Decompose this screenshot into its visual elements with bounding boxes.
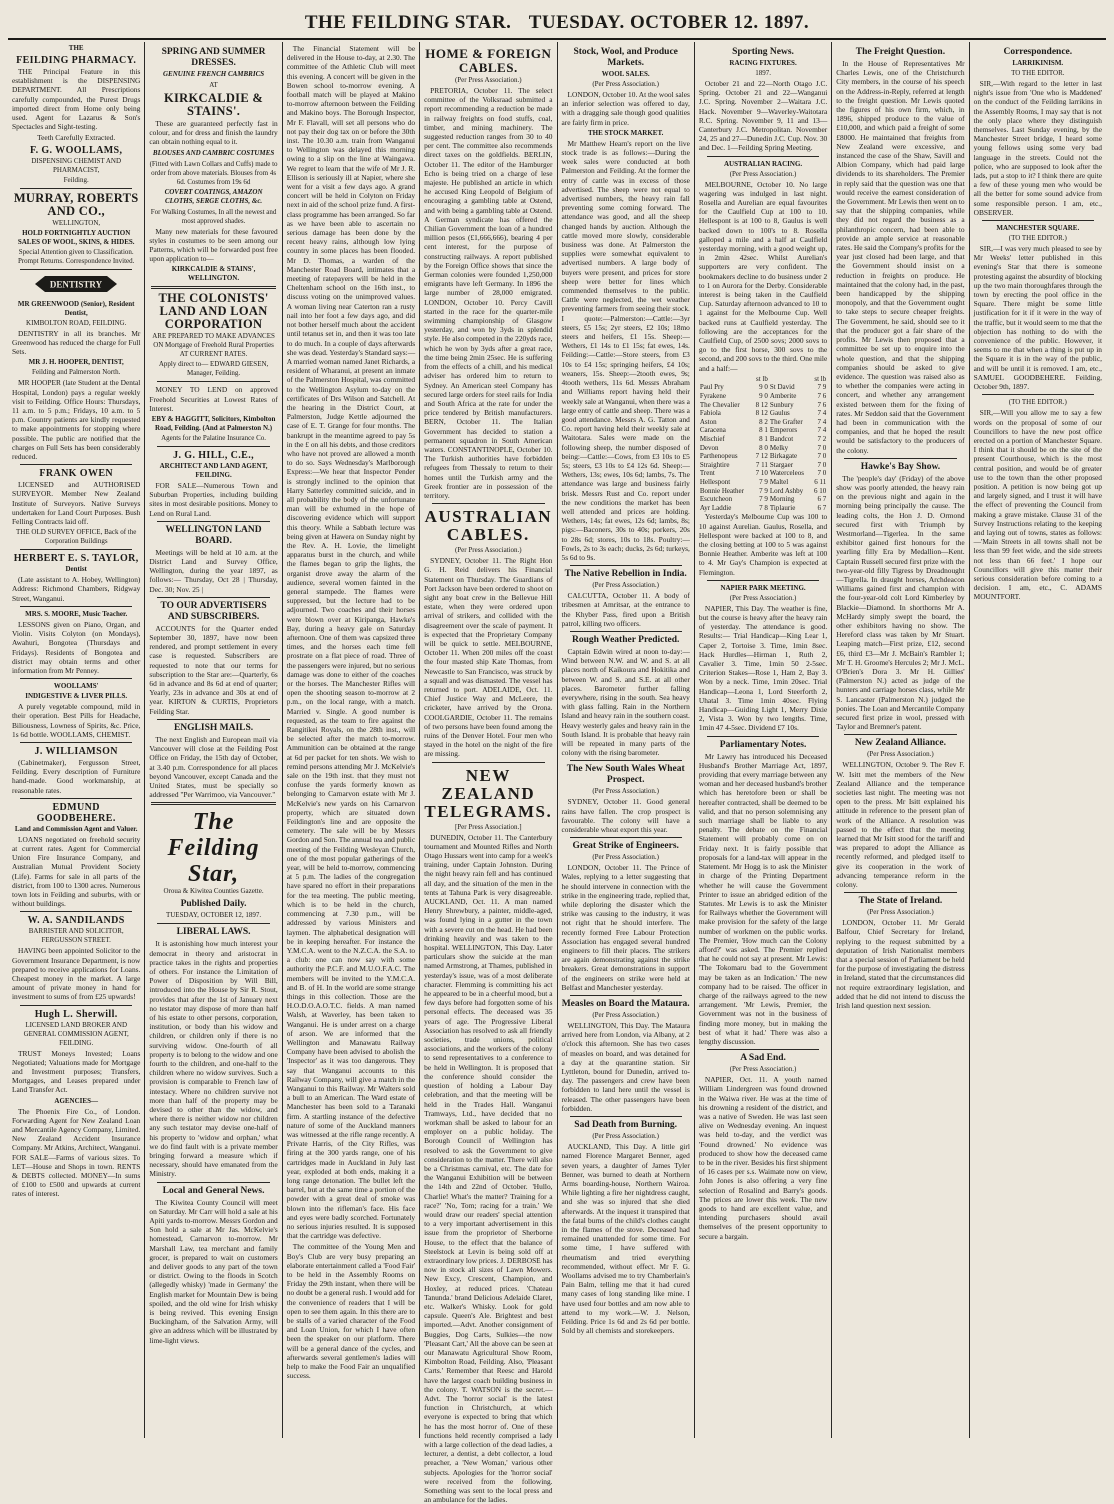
owen-name: FRANK OWEN	[39, 468, 114, 480]
larrikinism-to: TO THE EDITOR.	[1011, 69, 1065, 77]
fixtures-heading: RACING FIXTURES.	[729, 59, 797, 67]
colonists-apply: Apply direct to— EDWARD GIESEN, Manager, Feilding.	[158, 360, 269, 378]
woollams-town: Feilding.	[63, 175, 89, 184]
table-cell: 7 9	[759, 495, 768, 504]
native-rebellion-text: CALCUTTA, October 11. A body of tribesmen at Amritsar, at the entrance to the Khyber Pass, fired upon a British patrol, killing two officers.	[561, 591, 690, 628]
table-cell: Straightire	[699, 460, 730, 469]
column-2	[145, 42, 282, 1438]
local-title: Local and General News.	[162, 1185, 265, 1196]
pharmacy-text: THE Principal Feature in this establishment is the DISPENSING DEPARTMENT. All Prescriptions carefully compounded, the Purest Drugs imported direct from Home only being used. Agent for Lazarus & Son's Spectacles and Sight-testing.	[12, 67, 141, 132]
table-cell: 7 0	[817, 452, 827, 461]
table-row	[699, 435, 827, 444]
measles-title: Measles on Board the Mataura.	[561, 999, 690, 1010]
stock-wool-title: Stock, Wool, and Produce Markets.	[573, 47, 678, 68]
nz-telegrams-text: DUNEDIN, October 11. The Canterbury tournament and Mounted Rifles and North Otago Hussars went into camp for a week's training, under Captain Johnston. During the night heavy rain fell and has continued all day, and the situation of the men in the tents at Tahuna Park is very disagreeable. AUCKLAND, Oct. 11. A man named Henry Shrewbury, a painter, middle-aged, was found lying in a gutter in the town with a severe cut on the head. He had been drinking heavily and was taken to the hospital. WELLINGTON, This Day. Later particulars show the suicide at the man named Armstrong, at Thames, published in yesterday's issue, was of a most deliberate character. Flemming is committing his act he appeared to be in a cheerful mood, but a few days before had forgotten some of his personal effects. The deceased was 35 years of age. The Progressive Liberal Association has resolved to ask all friendly societies, trade unions, political associations, and the workers of the colony to send representatives to a conference to be held in Wellington. It is proposed that the conference should consider the question of holding a Labour Day celebration, and that the meeting will be held in the Trades Hall. Wanganui Tramways, Ltd., have decided that no workman shall be asked to labour for an employer on a public holiday. The Borough Council of Wellington has resolved to ask the Government to give consideration to the matter. There will also be a Christmas carnival, etc. The date for the Wanganui Exhibition will be between the 14th and 22nd of October. 'Hullo, Charlie! What's the matter? Training for a race?' 'No, Tom; racing for a train.' We would draw our readers' special attention to a very important advertisement in this issue from the proprietor of Sherborne House, to the effect that the balance of Steelstock at Levin is being sold off at extraordinary low prices. J. DERBOSE has now in stock all sizes of Lawn Mowers. New Excy, Crescent, Champion, and Hoxley, at reduced prices. 'Chateau Tanunda.' brand Delicious Adelaide Claret, etc. Walker's Whisky. Look for gold capsule. Queen's Ale. Brightest and best imported.—Advt. Another consignment of Buggies, Dog Carts, Sulkies—the now 'Pleasant Cart,' All the above can be seen at our Manawatu Agricultural Show Room, Kimbolton Road, Feilding. Also, 'Pleasant Carts.' Remember that Reesc and Harold have the largest coach building business in the colony. T. WATSON is the secret.—Advt. The 'horror social' is the latest function in Christchurch, at which everyone is expected to bring that which he has the most horror of. One of these functions held recently comprised a lady with a large collection of the dead ladies, a lecturer, a dentist, a debt collector, a loud preacher, a 'New Woman,' various other subjects. Apologies for the 'horror social' were received from the following. Something was sent to the local press and an ambulance for the ladies.	[424, 832, 553, 1504]
caulfield-cup-table	[699, 375, 827, 513]
mails-text: The next English and European mail via Vancouver will close at the Feilding Post Office on Friday, the 15th day of October, at 3.40 p.m. Correspondence for all places beyond Vancouver, except Canada and the United States, must be specially so addressed "Per Warrimoo, via Vancouver."	[149, 734, 278, 800]
cambrics-line: GENUINE FRENCH CAMBRICS	[162, 70, 265, 78]
hooper-name: MR J. H. HOOPER, DENTIST,	[28, 358, 124, 367]
sad-end-title: A Sad End.	[740, 1053, 786, 1064]
taylor-role: Dentist	[65, 565, 87, 574]
table-cell: 7 4	[817, 409, 827, 418]
table-row	[699, 409, 827, 418]
home-foreign-text: PRETORIA, October 11. The select committee of the Volksraad submitted a report recommending a reduction be made in railway freights on food stuffs, coal, timber, and mining machinery. The suggested reduction ranges from 30 to 40 per cent. The committee also recommends direct taxes on the goldfields. BERLIN, October 11. The editor of the Hamburger Echo is being tried on a charge of lese majeste. He published an article in which he accused King Leopold of Belgium of encouraging a gambling table at Ostend, and with being a gambling table at Ostend. A German syndicate has offered the Chilian Government the loan of a hundred million pesos (£1,666,666), bearing 4 per cent interest, for the purpose of constructing railways. A report published by the Foreign Office shows that since the German colonies were founded 1,250,000 emigrants have left Germany. In 1896 the large number of 28,000 emigrated. LONDON, October 10. Percy Cavill started in the race for the quarter-mile swimming championship of Glasgow yesterday, and won by 3yds in splendid style. He also competed in the 220yds race, which he won by 3yds after a great race, the time being 2min 25sec. He is suffering from the effects of a chill, and his medical adviser has ordered him to return to Sydney. An American steel Company has secured large orders for steel rails for India and South Africa at the rate for under the price tendered by British manufacturers. BERN, October 11. The Italian Government has decided to station a permanent squadron in South American waters. CONSTANTINOPLE, October 10. The Turkish authorities have forbidden refugees from Thessaly to return to their homes until the Turkish army and the Greek frontier are in possession of the territory.	[424, 86, 553, 500]
column-6	[695, 42, 832, 1438]
table-row	[699, 461, 827, 470]
table-cell: Sunbury	[769, 400, 794, 409]
dentistry-emblem	[12, 273, 140, 297]
column-1	[8, 42, 145, 1438]
table-header-cell	[699, 375, 753, 384]
table-cell: Caracena	[699, 426, 726, 435]
williamson-name: J. WILLIAMSON	[34, 745, 118, 757]
freight-title: The Freight Question.	[855, 47, 946, 57]
table-cell: Melky	[769, 443, 789, 452]
sherwill-text: TRUST Moneys Invested; Loans Negotiated; Valuations made for Mortgage and Investment purposes; Transfers, Mortgages, and Leases prepared under Land Transfer Act.	[12, 1048, 141, 1095]
home-foreign-title: HOME & FOREIGN CABLES.	[425, 46, 552, 75]
rough-weather-title: Rough Weather Predicted.	[571, 634, 680, 645]
engineers-strike-text: LONDON, October 11. The Prince of Wales, replying to a letter suggesting that he should intervene in connection with the strike in the engineering trade, replied that, while deploring the disaster which the strike was causing to the industry, it was not right that he should interfere. The recently formed Free Labour Protection Association has engaged several hundred engineers to fill their places. The strikers are again demonstrating against the strike breakers. Great demonstrations in support of the engineers on strike were held at Belfast and Manchester yesterday.	[561, 863, 690, 992]
nz-alliance-title: New Zealand Alliance.	[854, 738, 946, 749]
freight-text: In the House of Representatives Mr Charles Lewis, one of the Christchurch City members, in the course of his speech on the Address-in-Reply, referred at length to the freight question. Mr Lewis quoted the figures of his own firm, which, in 1896, shipped produce to the value of £10,000, and which paid a freight of some £8000. He maintained that freights from New Zealand were excessive, and instanced the case of the Shaw, Savill and Albion Company, which had paid large dividends to its shareholders. The Premier in reply said that the question was one that would receive the earnest consideration of the Government. Mr Lewis then went on to say that the shipping companies, while they did not regard the business as a philanthropic concern, had been able to provide an ample service at reasonable rates. He said the Company's profits for the year just closed had been large, and that the Government should insist on a reduction in freights on produce. He maintained that the colony had, in the past, been handicapped by the shipping monopoly, and that the Government ought to take steps to secure cheaper freights. The Government, he said, should see to it that the producer got a fair share of the profits. Mr Lewis then proposed that a committee be set up to enquire into the whole question, and that the shipping companies should be asked to give evidence. The question was raised also as to whether the companies were acting in concert, and whether any arrangement existed between them for the fixing of rates. Mr Seddon said that the Government had been in communication with the companies, and that he hoped the result would be satisfactory to the producers of the colony.	[836, 59, 965, 455]
owen-text: LICENSED and AUTHORISED SURVEYOR. Member New Zealand Institute of Surveyors. Native Surveys undertaken for Land Court Purposes. Bush Felling Contracts laid off.	[12, 480, 141, 527]
spring-title: SPRING AND SUMMER DRESSES.	[161, 47, 266, 68]
taylor-name: HERBERT E. S. TAYLOR,	[13, 553, 139, 565]
local-text: The Kiwitea County Council will meet on Saturday. Mr Carr will hold a sale at his Apiti yards to-morrow. Messrs Gordon and Son hold a sale at Mr Jas. McKelvie's homestead, Carnarvon to-morrow. Mr Marshall Law, tea merchant and family grocer, is prepared to wait on customers and deliver goods to any part of the town or district. Owing to the floods in Scotch (allegedly whisky) 'made in Germany' the English market for Mountain Dew is being spoiled, and the old wine for Irish whisky is being revived. This evening Ensign Buckingham, of the Salvation Army, will give an address which will be illustrated by lime-light views.	[149, 1197, 278, 1345]
table-cell: 8 12	[755, 400, 768, 409]
table-row	[699, 504, 827, 513]
column-7	[832, 42, 969, 1438]
table-cell: 7 0	[817, 469, 827, 478]
column-5	[558, 42, 695, 1438]
goodbehere-text: LOANS negotiated on freehold security at current rates. Agent for Commercial Union Fire Insurance Company, and Australian Mutual Provident Society (Life). Farms for sale in all parts of the district, from 100 to 1300 acres. Numerous town lots in Feilding and suburbs, with or without buildings.	[12, 834, 141, 909]
murray-city: WELLINGTON,	[52, 218, 101, 227]
table-cell: 8 0	[759, 443, 768, 452]
published-daily: Published Daily.	[180, 899, 247, 910]
sad-death-sub: (Per Press Association.)	[592, 1132, 660, 1141]
table-row	[699, 469, 827, 478]
table-cell: Bandcot	[769, 435, 794, 444]
teeth-extracted: Teeth Carefully Extracted.	[37, 133, 116, 143]
subscribers-title: TO OUR ADVERTISERS AND SUBSCRIBERS.	[160, 600, 267, 622]
table-cell: Lord Ashby	[769, 486, 804, 495]
kirkcaldie-sign: KIRKCALDIE & STAINS', WELLINGTON.	[171, 265, 256, 283]
table-cell: 8 1	[759, 426, 768, 435]
table-row	[699, 401, 827, 410]
murray-name: MURRAY, ROBERTS AND CO.,	[13, 190, 139, 218]
moore-name: MRS. S. MOORE, Music Teacher.	[25, 609, 128, 618]
liberal-text: It is astonishing how much interest your democrat in theory and aristocrat in practice takes in the rights and properties of others. For instance the Limitation of Power of Disposition by Will Bill, introduced into the House by Sir R. Stout, provides that after the 1st of January next no testator may dispose of more than half of his estate to other persons, corporation, institution, or body than his widow and children, or children only if there is no surviving widow. One-fourth of all property is to belong to the widow and one fourth to the children, and one-half to the children where no widow survives. Such a provision is comparable to French law of intestacy. Where no children survive not more than half of the property may be devised to other than the widow, and where there is neither widow nor children any such testator may devise one-half of his property to 'widow and orphan,' what we do find fault with is a private member bringing forward a measure which if necessary, should have emanated from the Ministry.	[149, 939, 278, 1179]
parliamentary-title: Parliamentary Notes.	[719, 739, 807, 750]
table-header-cell: st lb	[814, 374, 827, 383]
hill-role: ARCHITECT AND LAND AGENT, FEILDING.	[159, 462, 268, 480]
table-row	[699, 383, 827, 392]
table-cell: The Grafter	[769, 417, 803, 426]
wool-sales-heading: WOOL SALES.	[601, 70, 650, 78]
native-rebellion-sub: (Per Press Association.)	[592, 581, 660, 590]
blouses-heading: BLOUSES AND CAMBRIC COSTUMES	[152, 148, 275, 157]
woollams-name: F. G. WOOLLAMS,	[29, 144, 123, 156]
sandilands-text: HAVING been appointed Solicitor to the Government Insurance Department, is now prepared to receive applications for Loans. Cheapest money in the market. A large amount of private money in hand for investment to sums of from £25 upwards!	[12, 946, 141, 1002]
logo-sub: Oroua & Kiwitea Counties Gazette.	[163, 887, 264, 896]
australian-racing-title: AUSTRALIAN RACING.	[723, 159, 803, 168]
forsale-text: FOR SALE—Numerous Town and Suburban Properties, including building sites in most desirable positions. Money to Lend on Rural Land.	[149, 481, 278, 518]
table-row	[699, 487, 827, 496]
column-3	[283, 42, 420, 1438]
ireland-title: The State of Ireland.	[858, 896, 943, 907]
table-cell: 6 10	[814, 486, 827, 495]
measles-sub: (Per Press Association.)	[592, 1011, 660, 1020]
table-header-row	[699, 375, 827, 384]
nz-telegrams-title: NEW ZEALAND TELEGRAMS.	[424, 765, 553, 821]
colonists-title: THE COLONISTS' LAND AND LOAN CORPORATION	[158, 291, 269, 332]
column-8	[970, 42, 1106, 1438]
manchester-text: SIR,—I was very much pleased to see by Mr Weeks' letter published in this evening's Star that there is someone protesting against the absurdity of blocking up the two main thoroughfares through the town by erecting the pool office in the Square. There might be some little justification for it if it were in the way of the traffic, but it would seem to me that the objection has nothing to do with the convenience of the public. However, it seems to me that when a thing is put up in the Square it is in the way of the public, and will be until it is removed. I am, etc., SAMUEL GOODBEHERE. Feilding, October 9th, 1897.	[973, 244, 1102, 392]
food-fair-text: The committee of the Young Men and Boy's Club are very busy preparing an elaborate entertainment called a 'Food Fair' to be held in the Assembly Rooms on Friday the 29th instant, when there will be no doubt be a general rush. I would add for the convenience of readers that I will be open to see them again. In this there are to be stalls of a varied character of the Food and Loan Union, for which I have often been the speaker on our platform. There will be a general dance of the cycles, and afterwards several gentlemen's ladies will help to make the Food Fair an unqualified success.	[286, 1242, 416, 1381]
napier-park-text: NAPIER, This Day. The weather is fine, but the course is heavy after the heavy rain of yesterday. The attendance is good. Results:— Trial Handicap—King Lear 1, Caper 2, Tortoise 3. Time, 1min 8sec. Hack Hurdles—Hirman 1, Ruth 2, Cavalier 3. Time, 1min 50 2-5sec. Criterion Stakes—Rose 1, Ham 2, Bay 3. Won by a neck. Time, 1min 20sec. Trial Handicap—Leona 1, Lord Steerforth 2, Uhatal 3. Time 1min 40sec. Flying Handicap—Guiding Light 1, Merry Dixie 2, Vista 3. Won by two lengths. Time, 1min 47 4-5sec. Dividend £7 10s.	[698, 603, 828, 733]
agencies-text: The Phoenix Fire Co., of London. Forwarding Agent for New Zealand Loan and Mercantile Agency Company, Limited. New Zealand Accident Insurance Company. Mr Atkins, Architect, Wanganui. FOR SALE—Farms of various sizes. To LET—House and Shops in town. RENTS & DEBTS collected. MONEY—In sums of £100 to £500 and upwards at current rates of interest.	[12, 1106, 141, 1199]
table-cell: 7 4	[817, 417, 827, 426]
table-cell: Emperors	[769, 426, 798, 435]
table-cell: 6 11	[814, 478, 827, 487]
table-cell: Stargaer	[769, 460, 794, 469]
liberal-title: LIBERAL LAWS.	[176, 927, 251, 938]
issue-date: TUESDAY, OCTOBER 12, 1897.	[165, 911, 262, 920]
sad-death-text: AUCKLAND, This Day. A little girl named Florence Margaret Benner, aged seven years, a daughter of James Tyler Benner, was burned to death at Northern Arms boarding-house, Northern Wairoa. While lighting a fire her nightdress caught, and she was so injured that she died afterwards. At the inquest it transpired that the fatal burns of the child's clothes caught in the flames of the stove. Deceased had remained unattended for some time. For some time, I have suffered with rheumatism and tried everything recommended, without effect. Mr F. G. Woollams advised me to try Chamberlain's Pain Balm, telling me that it had cured many cases of long standing like mine. I have used four bottles and am now able to attend to my work.—W. J. Nelson, Feilding. Price 1s 6d and 2s 6d per bottle. Sold by all chemists and storekeepers.	[561, 1142, 690, 1336]
manchester-to: (TO THE EDITOR.)	[1008, 234, 1067, 243]
table-cell: 7 9	[817, 383, 827, 392]
nz-alliance-sub: (Per Press Association.)	[867, 750, 934, 759]
sporting-title: Sporting News.	[732, 47, 794, 57]
table-header-cell: st lb	[756, 374, 768, 383]
feilding-star-logo: The Feilding Star,	[167, 809, 260, 888]
nz-telegrams-sub: [Per Press Association.]	[454, 822, 522, 831]
pills-brand: WOOLLAMS'	[53, 682, 99, 691]
sherwill-name: Hugh L. Sherwill.	[34, 1008, 118, 1020]
table-cell: 7 9	[759, 486, 768, 495]
table-row	[699, 444, 827, 453]
goodbehere-name: EDMUND GOODBEHERE.	[36, 801, 116, 824]
table-cell: 7 11	[755, 460, 768, 469]
table-row	[699, 426, 827, 435]
table-cell: 7 10	[755, 469, 768, 478]
owen-addr: THE OLD SURVEY OFFICE, Back of the Corporation Buildings	[16, 528, 137, 546]
table-cell: 7 6	[817, 400, 827, 409]
nsw-wheat-sub: (Per Press Association.)	[592, 787, 660, 796]
sandilands-role: BARRISTER AND SOLICITOR, FERGUSSON STREET.	[28, 927, 124, 945]
table-row	[699, 392, 827, 401]
table-cell: 7 6	[817, 392, 827, 401]
table-cell: 7 12	[755, 452, 768, 461]
pills-text: A purely vegetable compound, mild in their operation. Best Pills for Headache, Biliousness, Lowness of Spirits, &c. Price, 1s 6d bottle. WOOLLAMS, CHEMIST.	[12, 702, 141, 739]
sad-end-sub: (Per Press Association.)	[729, 1065, 797, 1074]
masthead-date: TUESDAY. OCTOBER 12. 1897.	[528, 12, 810, 33]
table-cell: 9 0	[759, 383, 768, 392]
nsw-wheat-text: SYDNEY, October 11. Good general rains have fallen. The crop prospect is favourable. The colony will have a considerable wheat export this year.	[561, 797, 690, 835]
nsw-wheat-title: The New South Wales Wheat Prospect.	[566, 764, 685, 786]
table-cell: Bonnie Heather	[699, 486, 744, 495]
table-cell: Trent	[699, 469, 715, 478]
pills-title: INDIGESTIVE & LIVER PILLS.	[25, 692, 128, 701]
table-cell: Aston	[699, 417, 717, 426]
wool-sales-sub: (Per Press Association.)	[592, 80, 660, 88]
money-lend-text: MONEY TO LEND on approved Freehold Securities at Lowest Rates of Interest.	[149, 385, 278, 413]
stock-market-text: Mr Matthew Hearn's report on the live stock trade is as follows:—During the week sales were conducted at both Palmerston and Feilding. At the former the entry of cattle was in excess of those advertised. The sheep were not equal to advertised numbers, the heavy rain fall preventing some coming forward. The attendance was good, and all the sheep changed hands by auction. Although the cattle moved more slowly, considerable business was done. At Palmerston the supplies were somewhat equivalent to advertised numbers. A large body of buyers were present, and prices for store sheep were better for lines which commended themselves to the public. Cattle were neglected, the wet weather preventing farmers from seeing their stock. I quote:—Palmerston:—Cattle:—3yr steers, £5 15s; 2yr steers, £2 10s; 18mo steers and heifers, £1 15s. Sheep:—Wethers, £1 14s to £1 15s; fat ewes, 14s. Feilding:—Cattle:—Store steers, from £3 10s to £4 15s; springing heifers, £4 10s; weaners, 15s. Sheep:—2tooth ewes, 9s; 4tooth wethers, 11s 6d. Messrs Abraham and Williams report having held their weekly sale at Wanganui, when there was a large entry of cattle and sheep. There was a good attendance. Messrs A. G. Tatton and Co. report having held their weekly sale at Waitotara. Sales were made on the following sheep, the number disposed of being:—Cattle:—Cows, from £3 10s to £5 5s; steers, £3 10s to £4 12s 6d. Sheep:—Wethers, 13s; ewes, 10s 6d; lambs, 7s. The attendance was large and business fairly brisk. Messrs Rust and Co. report under the new conditions the market has been well attended and prices are holding. Wethers, 14s; fat ewes, 12s 6d; lambs, 8s; pigs:—Baconers, 30s to 40s; porkers, 20s to 28s 6d; stores, 10s to 18s. Poultry:—Fowls, 2s to 3s each; ducks, 2s 6d; turkeys, 5s 6d to 9s.	[561, 138, 690, 562]
editor2-text: SIR,—Will you allow me to say a few words on the proposal of some of our Councillors to have the new post office erected on a portion of Manchester Square. I think that it should be on the site of the present Courthouse, which is the most central position, and would be of greater use to the town than the other proposed position. A petition is now being got up and largely signed, and I trust it will have the effect of preventing the Council from making a grave mistake. Clause 31 of the Survey Instructions relating to the keeping and laying out of towns, states as follows:—'Main Streets in all towns shall not be less than 99 feet wide, and the side streets not less than 66 feet.' I hope our Councillors will give this matter their serious consideration before coming to a decision. I am, etc., C. ADAMS MOUNTFORT.	[973, 408, 1102, 602]
table-cell: Amberite	[769, 392, 797, 401]
blouses-text: (Fitted with Lawn Collars and Cuffs) made to order from above materials. Blouses from 4s 6d. Costumes from 19s 6d	[149, 159, 278, 186]
fixtures-year: 1897.	[755, 69, 771, 77]
table-cell: Tiplaurie	[769, 503, 796, 512]
table-cell: 6 7	[817, 495, 827, 504]
covert-heading: COVERT COATINGS, AMAZON CLOTHS, SERGE CLOTHS, &c.	[164, 187, 263, 205]
larrikinism-heading: LARRIKINISM.	[1012, 59, 1064, 67]
australian-racing-sub: (Per Press Association.)	[729, 169, 797, 178]
measles-text: WELLINGTON, This Day. The Mataura arrived here from London, via Albany, at 2 o'clock this afternoon. She has two cases of measles on board, and was detained for a day at the quarantine station. Sir Lyttleton, bound for Dunedin, arrived to-day. The passengers and crew have been forbidden to land here until the vessel is released. The other passengers have been forbidden.	[561, 1021, 690, 1113]
sherwill-role: LICENSED LAND BROKER AND GENERAL COMMISSION AGENT, FEILDING.	[23, 1020, 129, 1047]
correspondence-title: Correspondence.	[1003, 47, 1073, 57]
murray-text: HOLD FORTNIGHTLY AUCTION SALES OF WOOL, SKINS, & HIDES.	[17, 228, 135, 246]
taylor-text: (Late assistant to A. Hobey, Wellington) Address: Richmond Chambers, Ridgway Street, Wanganui.	[12, 575, 141, 603]
napier-park-title: NAPIER PARK MEETING.	[720, 583, 806, 592]
greenwood-name: MR GREENWOOD (Senior), Resident Dentist,	[17, 299, 135, 317]
australian-cables-text: SYDNEY, October 11. The Right Hon G. H. Reid delivers his Financial Statement on Thursday. The Guardians of Port Jackson have been ordered to shoot on sight any boat crew in the Bellevue Hill estate, when they were ordered upon arrival of strikers, and collided with the disagreement over the scale of payment. It is expected that the Proprietary Company will be quick to settle. MELBOURNE, October 11. When 200 miles off the coast the four masted ship Kate Thomas, from Newcastle to San Francisco, was struck by a squall and was dismasted. The vessel has returned to port. ADELAIDE, Oct. 11. Chief Justice Way and McLeere, the cricketer, have arrived by the Orona. COOLGARDIE, October 11. The remains of two persons have been found among the ruins of the Denver Hotel. Four men who stayed in the hotel on the night of the fire are missing.	[424, 556, 553, 759]
table-cell: Escutcheon	[699, 495, 733, 504]
table-cell: 7 4	[817, 426, 827, 435]
australian-cables-title: AUSTRALIAN CABLES.	[424, 507, 553, 545]
tooth-banner-icon	[31, 273, 121, 295]
hill-name: J. G. HILL, C.E.,	[173, 450, 255, 462]
hooper-addr: Feilding and Palmerston North.	[32, 368, 121, 377]
engineers-strike-sub: (Per Press Association.)	[592, 853, 660, 862]
table-cell: St David	[769, 383, 795, 392]
table-cell: Fyrakene	[699, 392, 726, 401]
table-row	[699, 495, 827, 504]
murray-note: Special Attention given to Classification. Prompt Returns. Correspondence Invited.	[17, 247, 135, 265]
table-cell: 8 2	[759, 417, 768, 426]
hawkes-bay-title: Hawke's Bay Show.	[860, 461, 941, 472]
pharmacy-title: FEILDING PHARMACY.	[16, 55, 137, 66]
table-cell: Morning	[769, 495, 795, 504]
native-rebellion-title: The Native Rebellion in India.	[564, 569, 687, 580]
home-foreign-sub: (Per Press Association.)	[454, 76, 522, 84]
table-row	[699, 452, 827, 461]
wlb-title: WELLINGTON LAND BOARD.	[165, 524, 262, 546]
fixtures-text: October 21 and 22—North Otago J.C. Spring. October 21 and 22—Wanganui J.C. Spring. November 2—Waitara J.C. Hack. November 9—Waverley-Waitotara R.C. Spring. November 9, 11 and 13—Canterbury J.C. Metropolitan. November 24, 25 and 27—Dunedin J.C. Cup. Nov. 30 and Dec. 1—Feilding Spring Meeting.	[698, 79, 828, 153]
napier-park-sub: (Per Press Association.)	[729, 593, 797, 602]
australian-cables-sub: (Per Press Association.)	[454, 546, 522, 555]
table-cell: Birkagate	[769, 452, 798, 461]
kirkcaldie-title: KIRKCALDIE & STAINS'.	[164, 91, 264, 118]
nz-alliance-text: WELLINGTON, October 9. The Rev F. W. Isitt met the members of the New Zealand Alliance and the temperance societies last night. The meeting was not open to the press. Mr Isitt explained his attitude in reference to the present plan of work of the Alliance. A resolution was passed to the effect that the meeting learned that Mr Isitt stood for the tariff and was prepared to adopt the Alliance as recently reformed, and pledged itself to give its cooperation in the work of advancing temperance reform in the colony.	[836, 760, 965, 890]
local-news-continued: The Financial Statement will be delivered in the House to-day, at 2.30. The committee of the Athletic Club will meet this evening. A concert will be given in the Bowen school to-morrow evening. A football match will be played at Makino to-morrow afternoon between the Feilding and Makino boys. The Borough Inspector, Mr F. Flavall, will set all persons who do not pay their dog tax on or before the 30th inst. The 10.30 a.m. train from Wanganui to Wellington was delayed this morning owing to a slip on the line at Waingawa. We regret to learn that the wife of Mr J. R. Ellison is seriously ill at Napier, where she went for a visit a few days ago. A grand concert will be held in Colyton on Friday next in aid of the school prize fund. A first-class programme has been arranged. So far as we have been able to ascertain no serious damage has been done by the recent heavy rains, although low lying country in some places has been flooded. Mr D. Thomas, a warden of the Manchester Road Board, intimates that a meeting of ratepayers will be held in the Cheltenham school on the 16th inst., to discuss voting on the unimproved values. A woman living near Caterton ran a rusty nail into her foot a few days ago, and did not bother herself much about the accident until tetanus set in, and then it was too late to do much. In a couple of days afterwards she was dead. Yesterday's Standard says:—A married woman named Janet Richards, a resident of Wharanui, at present an inmate of the Palmerston Hospital, was committed to the Wellington Asylum to-day on the certificates of Drs Wilson and Satchell. At the hearing in the District Court, at Palmerston, Judge Kettle adjourned the case of E. T. Grange for four months. The bankrupt in the meantime agreed to pay 5s in the £ on all his debts, and those creditors who have not proved are allowed a month to do so. Says Wednesday's Marlborough Express:—We hear that Inspector Pender is strongly inclined to the opinion that Harry Satterley committed suicide, and in all probability the body of the unfortunate man will be exhumed in the hope of discovering evidence which will support this theory. While a Sabbath lecture was being given at Hawera on Sunday night by the Rev. A. H. Lovie, the limelight apparatus burst in the church, and while the flames began to grip the lights, the organist drove away the alarm of the audience, several women fainted in the general stampede. The flames were suppressed, but the lecture had to be adjourned. Two coaches and their horses were blown over at Kiripanga, Hawke's Bay, during a heavy gale on Saturday afternoon. One of them was capsized three times, and the horses each time fell prostrate on a flat piece of road. Three of the passengers were injured, but no serious damage was done to either of the coaches or the horses. The Manchester Rifles will open the shooting season to-morrow at 2 p.m., on the local range, with a match. Married v. Single. A good number is requested, as the team to fire against the Rangitikei Royals, on the 28th inst., will be selected after the match to-morrow. Ammunition can be obtained at the range at 6d per packet for ten shots. We wish to remind persons attending Mr J. McKelvie's sale on the 19th inst. that they must not confuse the yards formerly known as belonging to Carnarvon estate with Mr J. McKelvie's new yards on his Carnarvon property, which are situated down Feildington's line and are opposite the cemetery. The sale will be by Messrs Gordon and Son. The annual tea and public meeting of the Feilding Wesleyan Church, one of the most popular gatherings of the year, will be held to-morrow, commencing at 5 p.m. The ladies of the congregation have spared no effort in their preparations for the tea meeting. The public meeting, which is to be held in the church, commencing at 7.30 p.m., will be addressed by various Ministers and laymen. The alphabetical designation will be in keeping hereafter. For instance the Y.M.C.A. went to the N.Z.C.A. the S.A. to a club: one can now say with some authority the P.C.F. and M.U.O.F.A.C. The members will be invited to the Y.M.C.A. and B. of H. In the world are some strange things in this collection. Those are the H.O.D.O.A.O.T.C. fields. A man named Walsh, at Waverley, has been taken to Wanganui. He is under arrest on a charge of arson. We are informed that the Wellington and Manawatu Railway Company have been advised to abolish the 'Inspector' as it was too dangerous. They say that Wanganui accounts to this Railway Company, will give a match in the Wanganui to this Railway. Mr Walters sold a bull to an American. The Ward estate of Manchester has been sold to a Taranaki firm. A startling instance of the defective nature of some of the Auckland manners was witnessed at the rifle range recently. A Private Harris, of the City Rifles, was firing at the 300 yards range, one of his cartridges made in Auckland in July last year, exploded at both ends, making it a long range detonation. The bullet left the barrel, but at the same time a portion of the powder with a great deal of smoke was blown into the rifleman's face. His face and eyes were badly scorched. Fortunately no serious injuries resulted. It is supposed that the cartridge was defective.	[286, 44, 416, 1241]
manchester-heading: MANCHESTER SQUARE.	[996, 224, 1080, 233]
parliamentary-text: Mr Lawry has introduced his Deceased Husband's Brother Marriage Act, 1897, providing that every marriage between any woman and her deceased husband's brother which has heretofore been or shall be hereafter contracted, shall be deemed to be valid, and that no person solemnising any such marriage shall be liable to any penalty. The debate on the Financial Statement will probably come on on Friday next. It is fairly possible that proposals for a land-tax will appear in the Statement. Mr Hogg is to ask the Minister in charge of the Printing Department whether he will cause the Government Printer to issue an abridged edition of the Statutes. Mr Lewis is to ask the Minister for Railways whether the Government will make provision for the safety of the large number of workmen on the public works. The Premier, 'How much can the Colony afford?' was asked. The Premier replied that he could not say at present. Mr Lewis: 'The Tokomaru bad to the Government may be taken as an Indication.' The new company had to be raised. The officer in charge of the railways agreed to the new arrangement. 'Mr Lewis, Premier, the Government was not in the business of finding more money, but in making the best of what it had.' There was also a lengthy discussion.	[698, 751, 828, 1046]
table-row	[699, 418, 827, 427]
sandilands-name: W. A. SANDILANDS	[27, 915, 125, 927]
kirkcaldie-text: These are guaranteed perfectly fast in colour, and for dress and finish the laundry can obtain nothing equal to it.	[149, 119, 278, 147]
patterns-text: Many new materials for these favoured styles in costumes to be seen among our Patterns, which will be forwarded post free upon application to—	[149, 226, 278, 264]
table-cell: Fabiola	[699, 409, 721, 418]
at-line: AT	[209, 81, 218, 89]
table-cell: Paul Pry	[699, 383, 724, 392]
table-cell: 6 7	[817, 503, 827, 512]
subscribers-text: ACCOUNTS for the Quarter ended September 30, 1897, have now been rendered, and prompt settlement in every case is requested. Subscribers are requested to note that our terms for subscription to the Star are:—Quarterly, 6s 6d in advance and 8s 6d at end of quarter; Yearly, 23s in advance and 30s at end of year. KIRTON & CURTIS, Proprietors Feilding Star.	[149, 623, 278, 716]
table-cell: Parthenopeus	[699, 452, 738, 461]
columns	[8, 42, 1106, 1504]
ireland-sub: (Per Press Association.)	[867, 908, 934, 917]
hawkes-bay-text: The 'people's day' (Friday) of the above show was poorly attended, the heavy rain on the previous night and again in the morning being principally the cause. The leading colts, the Hon J. D. Ormond secured first with Triumph by Westmorland—Tigerlea. In the same exhibitor gained first honours for the yearling filly Era by Medallion—Kent. Captain Russell secured first prize with the two-year-old filly Tigress by Dreadnought—Tigrella. In draught horses, Archdeacon Williams gained first and champion with the four-year-old colt Lord Kimberley by Blackie—Diamond. In shorthorns Mr A. McHardy simply swept the board, the other exhibitors having no show. The Hereford class was taken by Mr Stuart. Leaping match—First prize, £12, second £6, third £3—Mr J. McBain's Rambler 1; Mr T. H. Groome's Hercules 2; Mr J. McL. O'Brien's Dora 3. Mr H. Gillies' (Palmerston N.) acted as judge of the hunters and carriage horses class, while Mr S. Lancaster (Palmerston N.) judged the ponies. The Loan and Mercantile Company secured first prize in wool, pressed with Taylor and Bremner's patent.	[836, 473, 965, 732]
rough-weather-text: Captain Edwin wired at noon to-day:—Wind between N.W. and W. and S. at all places north of Kaikoura and Hokitika and between W. and S. and S.E. at all other places. Barometer further falling everywhere, rising in the south. Sea heavy with glass falling. Rain in the Northern Island and heavy rain in the southern coast. Heavy westerly gales and heavy rain in the South Island. It is probable that heavy rain will be repeated in many parts of the colony with the rising barometer.	[561, 646, 690, 758]
table-cell: 7 0	[817, 460, 827, 469]
ireland-text: LONDON, October 11. Mr Gerald Balfour, Chief Secretary for Ireland, replying to the request submitted by a deputation of Irish Nationalist members that a special session of Parliament be held for the purpose of investigating the distress in Ireland, stated that the circumstances did not require extraordinary legislation, and added that he did not intend to discuss the Irish land question next session.	[836, 918, 965, 1011]
mails-title: ENGLISH MAILS.	[173, 722, 254, 733]
wool-sales-text: LONDON, October 10. At the wool sales an inferior selection was offered to day, with a dragging sale though good qualities are fairly firm in price.	[561, 90, 690, 127]
greenwood-addr: KIMBOLTON ROAD, FEILDING.	[26, 318, 127, 327]
table-cell: 7 2	[817, 435, 827, 444]
williamson-text: (Cabinetmaker), Fergusson Street, Feilding. Every description of Furniture hand-made. Good workmanship, at reasonable rates.	[12, 757, 141, 795]
table-cell: Devon	[699, 443, 719, 452]
goodbehere-role: Land and Commission Agent and Valuer.	[14, 824, 138, 833]
table-cell: 8 12	[755, 409, 768, 418]
moore-text: LESSONS given on Piano, Organ, and Violin. Visits Colyton (on Mondays), Awahuri, Bongotea (Thursdays and Fridays). Residents of Bongotea and district may obtain terms and other information from Mr Penney.	[12, 619, 141, 675]
hooper-text: MR HOOPER (late Student at the Dental Hospital, London) pays a regular weekly visit to Feilding. Office Hours: Thursdays, 11 a.m. to 5 p.m.; Fridays, 10 a.m. to 5 p.m. Country patients are kindly requested to make appointments for stopping where possible. The public are notified that the charges on Full Sets has been considerably reduced.	[12, 378, 141, 462]
table-cell: 7 8	[759, 503, 768, 512]
australian-racing-after: Yesterday's Melbourne Cup was 100 to 10 against Aurelian. Gaulus, Rosella, and Hellespont were backed at 100 to 8, and the closing betting at 100 to 5 was against Bonnie Heather. Amberite was left at 100 to 4. Mr Gay's Champion is expected at Flemington.	[698, 512, 828, 577]
editor2-to: (TO THE EDITOR.)	[1008, 398, 1067, 407]
eby-haggitt: EBY & HAGGITT, Solicitors, Kimbolton Road, Feilding. (And at Palmerston N.)	[151, 415, 276, 433]
table-cell: 7 9	[759, 478, 768, 487]
table-cell: Hellespont	[699, 478, 731, 487]
pharmacy-kicker: THE	[68, 44, 84, 52]
masthead	[8, 8, 1106, 40]
table-row	[699, 478, 827, 487]
sad-death-title: Sad Death from Burning.	[574, 1120, 678, 1131]
larrikinism-text: SIR,—With regard to the letter in last night's issue from 'One who is Maddened' on the conduct of the Feilding larrikins in the Assembly Rooms, I may say that is not the only place where they distinguish themselves. Last Sunday evening, by the Manchester Street bridge, I heard some young fellows using some very bad language in the streets. Could not the police, who are supposed to look after the lads, put a stop to it? I think there are quite a few of these young men who would be all the better for some sound advice from some responsible person. I am, etc., OBSERVER.	[973, 79, 1102, 217]
sad-end-text: NAPIER, Oct. 11. A youth named William Lindergreen was found drowned in the Waiwa river. He was at the time of his drowning a resident of the district, and was a native of Sweden. He was last seen alive on Wednesday evening. An inquest was held to-day, and the verdict was 'Found drowned.' No evidence was produced to show how the deceased came to be in the river. Besides his first shipment of 16 cases per s.s. Waimate now on view, John Jones is also offering a very fine selection of Rosalind and Barry's goods. The prices are lower this week. The new goods to hand are excellent value, and intending purchasers should avail themselves of the present opportunity to secure a bargain.	[698, 1075, 828, 1241]
table-cell: 8 1	[759, 435, 768, 444]
greenwood-text: DENTISTRY in all its branches. Mr Greenwood has reduced the charge for Full Sets.	[12, 328, 141, 357]
masthead-paper: THE FEILDING STAR.	[304, 12, 512, 33]
dentist-banner-text: DENTISTRY	[50, 279, 103, 290]
wlb-text: Meetings will be held at 10 a.m. at the District Land and Survey Office, Wellington, during the year 1897, as follows:— Thursday, Oct 28 | Thursday, Dec. 30; Nov. 25 |	[149, 547, 278, 594]
table-cell: Maltel	[769, 478, 789, 487]
australian-racing-text: MELBOURNE, October 10. No large wagering was indulged in last night. Rosella and Aurelian are equal favourites for the Caulfield Cup at 100 to 10. Hellespont is at 100 to 8, Gaulus is well backed down to 100's to 8. Rosella galloped a mile and a half at Caulfield yesterday morning, with a good weight up, in 2min 42sec. Whilst Aurelian's supporters are very confident. The bookmakers decline to do business under 2 to 1 on Aurora for the Derby. Considerable interest is being taken in the Caulfield Cup. Saturday afternoon advanced to 10 to 1 against for the Melbourne Cup. Well backed runs at Caulfield yesterday. The following are the acceptances for the Caulfield Cup, of 2500 sovs; 2000 sovs to go to the first horse, 300 sovs to the second, and 200 sovs to the third. One mile and a half:—	[698, 179, 828, 373]
table-cell: 7 0	[817, 443, 827, 452]
column-4	[420, 42, 557, 1504]
eby-note: Agents for the Palatine Insurance Co.	[161, 434, 267, 443]
table-cell: 9 0	[759, 392, 768, 401]
table-cell: Ayr Laddie	[699, 503, 732, 512]
table-cell: The Chevalier	[699, 400, 740, 409]
table-cell: Mischief	[699, 435, 725, 444]
colonists-sub: ARE PREPARED TO MAKE ADVANCES ON Mortgage of Freehold Rural Properties AT CURRENT RATES.	[152, 332, 275, 359]
engineers-strike-title: Great Strike of Engineers.	[572, 841, 679, 852]
agencies-heading: AGENCIES—	[54, 1096, 98, 1105]
table-header-cell	[769, 375, 811, 384]
stock-market-heading: THE STOCK MARKET.	[587, 128, 664, 137]
covert-sub: For Walking Costumes, In all the newest and most approved shades.	[150, 207, 277, 225]
table-cell: Waterceleos	[769, 469, 804, 478]
table-cell: Gaulus	[769, 409, 790, 418]
woollams-role: DISPENSING CHEMIST AND PHARMACIST,	[31, 156, 122, 174]
